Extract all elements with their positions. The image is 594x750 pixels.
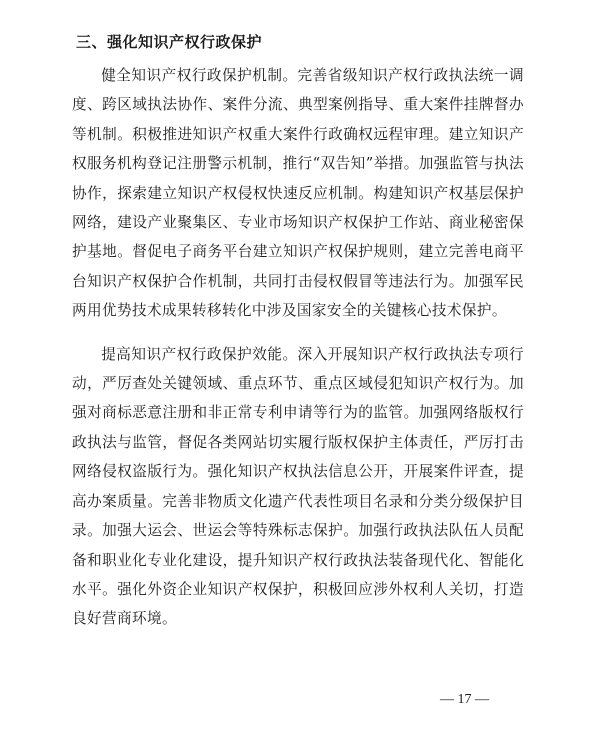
- paragraph-administrative-protection-mechanism: 健全知识产权行政保护机制。完善省级知识产权行政执法统一调度、跨区域执法协作、案件分流、典型案例指导、重大案件挂牌督办等机制。积极推进知识产权重大案件行政确权远程审理。建立知识产权服务机构登记注册警示机制，推行“双告知”举措。加强监管与执法协作，探索建立知识产权侵权快速反应机制。构建知识产权基层保护网络，建设产业聚集区、专业市场知识产权保护工作站、商业秘密保护基地。督促电子商务平台建立知识产权保护规则，建立完善电商平台知识产权保护合作机制，共同打击侵权假冒等违法行为。加强军民两用优势技术成果转移转化中涉及国家安全的关键核心技术保护。: [72, 67, 524, 320]
- page-number: — 17 —: [440, 692, 489, 707]
- paragraph-protection-efficiency: 提高知识产权行政保护效能。深入开展知识产权行政执法专项行动，严厉查处关键领域、重点环节、重点区域侵犯知识产权行为。加强对商标恶意注册和非正常专利申请等行为的监管。加强网络版权行政执法与监管，督促各类网站切实履行版权保护主体责任，严厉打击网络侵权盗版行为。强化知识产权执法信息公开，开展案件评查，提高办案质量。完善非物质文化遗产代表性项目名录和分类分级保护目录。加强大运会、世运会等特殊标志保护。加强行政执法队伍人员配备和职业化专业化建设，提升知识产权行政执法装备现代化、智能化水平。强化外资企业知识产权保护，积极回应涉外权利人关切，打造良好营商环境。: [72, 345, 524, 628]
- body-text: [72, 61, 524, 634]
- section-heading: 三、强化知识产权行政保护: [76, 33, 263, 51]
